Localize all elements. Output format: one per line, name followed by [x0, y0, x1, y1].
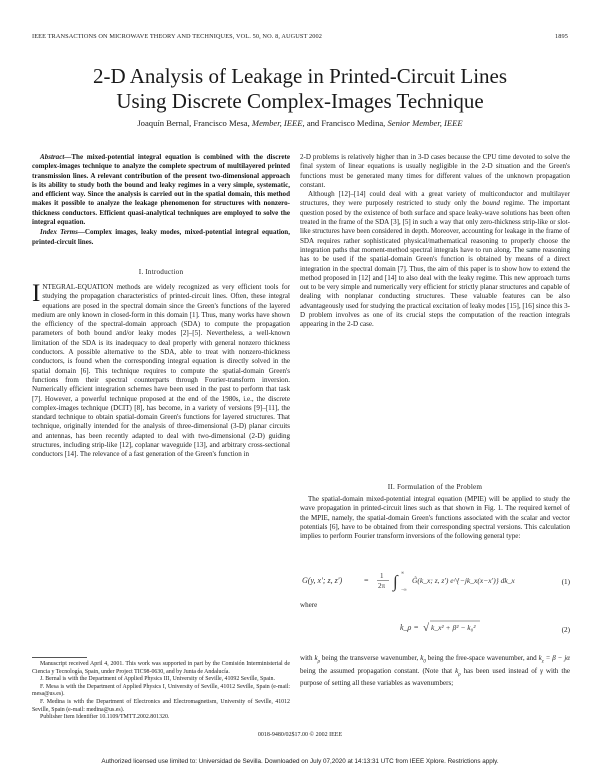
- eq2-radicand: k_x² + β² − k₀²: [431, 623, 476, 632]
- footnote-manuscript: Manuscript received April 4, 2001. This work was supported in part by the Comisión Interministerial de Ciencia y Tecnología, Spain, under Project TIC98-0630, and by Junta de Andalucía.: [32, 661, 290, 675]
- authors-membership-2: Senior Member, IEEE: [387, 118, 463, 128]
- where-label: where: [300, 601, 318, 609]
- symbol-gamma: γ: [540, 666, 543, 675]
- paragraph-mpie: The spatial-domain mixed-potential integral equation (MPIE) will be applied to study the wave propagation in printed-circuit lines such as that shown in Fig. 1. The required kernel of the MPIE, namely, the spatial-domain Green's functions associated with the scalar and vector potentials [6], have to be obtained from their corresponding spectral versions. This calculation implies to perform Fourier transform inversions of the following general type:: [300, 495, 570, 541]
- wavenumber-b: being the transverse wavenumber,: [321, 654, 419, 662]
- abstract: [32, 153, 290, 227]
- symbol-k-rho: $k_\rho$: [314, 654, 320, 665]
- paragraph-leaky-a: Although [12]–[14] could deal with a great variety of multiconductor and multilayer structures, they were purposely restricted to study only the: [300, 190, 570, 208]
- download-notice: Authorized licensed use limited to: Universidad de Sevilla. Downloaded on July 07,2020 at 14:13:31 UTC from IEEE Xplore. Restrictions apply.: [101, 758, 499, 765]
- page-number: 1895: [555, 33, 568, 40]
- footnote-mesa: F. Mesa is with the Department of Applied Physics I, University of Seville, 41012 Seville, Spain (e-mail: mesa@us.es).: [32, 683, 290, 698]
- wavenumber-e: has been used instead of: [463, 666, 538, 675]
- eq2-sqrt-sign: √: [423, 622, 430, 634]
- authors-membership-1: Member, IEEE,: [251, 118, 305, 128]
- wavenumber-f: with the purpose of setting all these variables as wavenumbers;: [300, 666, 571, 688]
- eq1-frac-num: 1: [380, 572, 384, 580]
- running-header: [32, 33, 568, 40]
- copyright-footer: 0018-9480/02$17.00 © 2002 IEEE: [257, 732, 343, 738]
- eq1-integrand: G̃(k_x; z, z′) e^{−jk_x(x−x′)} dk_x: [412, 576, 515, 585]
- author-list: [20, 118, 580, 128]
- paper-title: [20, 64, 580, 114]
- paragraph-cpu-time: 2-D problems is relatively higher than in 3-D cases because the CPU time devoted to solve the final system of linear equations is usually negligible in the 2-D situation and the Green's functions must be generated many times for different values of the unknown propagation constant.: [300, 153, 570, 189]
- eq1-frac-den: 2π: [378, 582, 386, 590]
- index-terms: [32, 228, 290, 247]
- formulation-paragraph: [300, 495, 570, 541]
- authors-part-1: Joaquín Bernal, Francisco Mesa,: [137, 118, 250, 128]
- eq2-number: (2): [561, 626, 570, 634]
- symbol-kz: $k_z = \beta - j\alpha$: [538, 654, 570, 665]
- wavenumber-c: being the free-space wavenumber, and: [427, 654, 537, 662]
- index-terms-text: Complex images, leaky modes, mixed-potential integral equation, printed-circuit lines.: [32, 228, 290, 246]
- abstract-block: [32, 153, 290, 247]
- abstract-label: Abstract—: [40, 153, 72, 161]
- footnote-bernal: J. Bernal is with the Department of Applied Physics III, University of Seville, 41092 Seville, Spain.: [40, 676, 275, 683]
- right-column-text: [300, 153, 570, 330]
- drop-cap: I: [32, 280, 41, 307]
- bound-emphasis: bound: [482, 199, 500, 208]
- eq1-number: (1): [561, 578, 570, 586]
- footnote-divider: [32, 657, 87, 658]
- paragraph-leaky-b: regime. The important question posed by the existence of both surface and space leaky-wave solutions has been often treated in the frame of the SDA [3], [5] in such a way that only zero-thickness strip-like or slot-like structures have been considered in depth. Moreover, accounting for leakage in the frame of SDA requires rather sophisticated physical/mathematical reasoning to properly choose the integration paths that moment-method spectral integrals have to run along. The same reasoning has to be used if the spatial-domain Green's function is obtained by means of a direct integration in the spectral domain [7]. Thus, the aim of this paper is to show how to extend the method proposed in [12] and [14] to also deal with the leaky regime. This new approach turns out to be very simple and numerically very efficient for strictly planar structures and capable of dealing with nonplanar conducting structures. These valuable features can be also advantageously used for studying the practical excitation of leaky modes [15], [16] since this 3-D problem involves as one of its crucial steps the computation of the reaction integrals appearing in the 2-D case.: [300, 199, 570, 329]
- title-line-1: 2-D Analysis of Leakage in Printed-Circuit Lines: [92, 64, 508, 88]
- introduction-paragraph: [32, 280, 290, 460]
- eq1-equals: =: [364, 576, 369, 585]
- section-heading-introduction: I. Introduction: [138, 268, 184, 276]
- eq1-lhs: G(y, x′; z, z′): [302, 576, 343, 585]
- wavenumber-a: with: [300, 654, 313, 662]
- eq1-lower-limit: −∞: [401, 587, 407, 592]
- title-line-2: Using Discrete Complex-Images Technique: [116, 89, 484, 113]
- authors-part-2: and Francisco Medina,: [306, 118, 386, 128]
- symbol-k0: $k_0$: [420, 654, 426, 665]
- paragraph-wavenumbers: [300, 654, 570, 689]
- symbol-k-rho-2: $k_\rho$: [455, 666, 461, 678]
- equation-2: [300, 616, 540, 638]
- footnote-medina: F. Medina is with the Department of Electronics and Electromagnetism, University of Seville, 41012 Seville, Spain (e-mail: medina@us.es).: [32, 698, 290, 713]
- eq2-lhs: k_ρ =: [400, 623, 419, 632]
- eq1-integral-sign: ∫: [393, 572, 398, 591]
- abstract-text: The mixed-potential integral equation is combined with the discrete complex-images technique to analyze the complete spectrum of multilayered printed transmission lines. A relevant contribution of the present two-dimensional approach is its ability to study both the bound and leaky regimes in a very simple, systematic, and efficient way. Since the analysis is carried out in the spatial domain, this method makes it possible to analyze the leakage phenomenon for structures with nonzero-thickness conductors. Efficient quasi-analytical techniques are employed to solve the integral equation.: [32, 153, 290, 227]
- eq1-upper-limit: ∞: [401, 570, 405, 575]
- wavenumber-text: [300, 654, 570, 689]
- introduction-text: NTEGRAL-EQUATION methods are widely recognized as very efficient tools for studying the propagation characteristics of printed-circuit lines. Often, these integral equations are posed in the spectral domain since the Green's functions of the layered medium are only known in closed-form in this domain [1]. Thus, many works have shown the efficiency of the spectral-domain approach (SDA) to compute the propagation parameters of both bound and/or leaky modes [2]–[5]. Nevertheless, a well-known limitation of the SDA is its inadequacy to deal properly with general nonzero thickness conductors. A possible alternative to the SDA, able to treat with nonzero-thickness conductors, is found when the corresponding integral equation is directly solved in the spatial domain [6]. This technique requires to compute the spatial-domain Green's functions from their spectral counterparts through Fourier-transform inversion. Numerically efficient integration schemes have been used in the past to perform that task [7]. However, a powerful technique proposed at the end of the 1980s, i.e., the discrete complex-images technique (DCIT) [8], has become, in a variety of versions [9]–[11], the standard technique to obtain spatial-domain Green's functions for layered structures. That technique, originally intended for the analysis of three-dimensional (3-D) planar circuits and antennas, has been recently adapted to deal with two-dimensional (2-D) guiding structures, including strip-like [12], coplanar waveguide [13], and arbitrary cross-sectional conductors [14]. The relevance of a fast generation of the Green's function in: [32, 283, 290, 459]
- section-heading-formulation: II. Formulation of the Problem: [387, 483, 483, 491]
- footnotes: [32, 661, 290, 722]
- wavenumber-d: being the assumed propagation constant. (Note that: [300, 666, 453, 675]
- equation-1: [300, 566, 540, 594]
- footnote-publisher-id: Publisher Item Identifier 10.1109/TMTT.2002.801320.: [40, 714, 170, 721]
- paragraph-leaky-regime: [300, 190, 570, 329]
- journal-name: IEEE TRANSACTIONS ON MICROWAVE THEORY AND TECHNIQUES, VOL. 50, NO. 8, AUGUST 2002: [32, 33, 323, 40]
- index-terms-label: Index Terms—: [40, 228, 85, 237]
